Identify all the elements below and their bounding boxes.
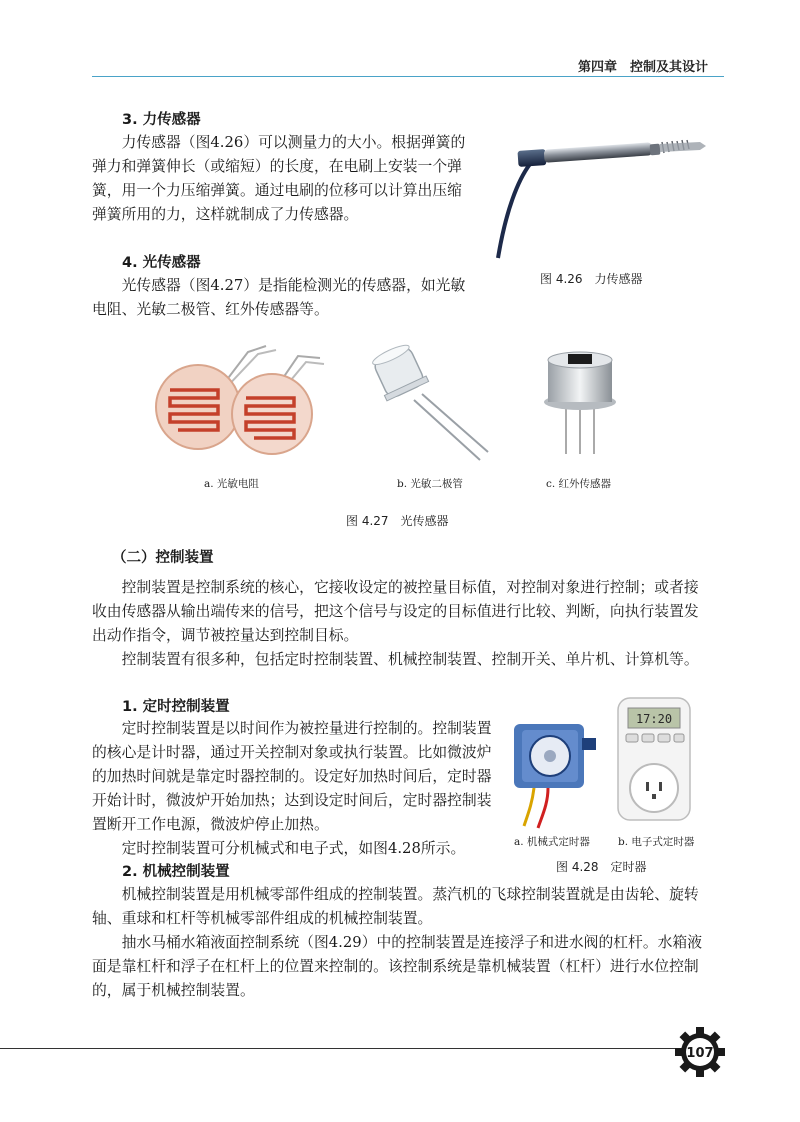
figure-4-28-sub-a: a. 机械式定时器 [514, 836, 590, 848]
header-rule [92, 76, 724, 77]
section-heading-timer: 1. 定时控制装置 [122, 699, 230, 715]
control-device-para1: 控制装置是控制系统的核心，它接收设定的被控量目标值，对控制对象进行控制；或者接收由传感器从输出端传来的信号，把这个信号与设定的目标值进行比较、判断，向执行装置发出动作指令，调节被控量达到控制目标。 [92, 579, 699, 644]
timer-para1: 定时控制装置是以时间作为被控量进行控制的。控制装置的核心是计时器，通过开关控制对象或执行装置。比如微波炉的加热时间就是靠定时器控制的。设定好加热时间后，定时器开始计时，微波炉开始加热；达到设定时间后，定时器控制装置断开工作电源，微波炉停止加热。 [92, 720, 492, 833]
mechanical-paragraphs [92, 883, 708, 1003]
mechanical-para1: 机械控制装置是用机械零部件组成的控制装置。蒸汽机的飞球控制装置就是由齿轮、旋转轴、重球和杠杆等机械零部件组成的机械控制装置。 [92, 886, 699, 927]
timer-paragraphs [92, 717, 492, 861]
force-sensor-text: 力传感器（图4.26）可以测量力的大小。根据弹簧的弹力和弹簧伸长（或缩短）的长度，在电刷上安装一个弹簧，用一个力压缩弹簧。通过电刷的位移可以计算出压缩弹簧所用的力，这样就制成了力传感器。 [92, 134, 466, 223]
figure-4-28-caption: 图 4.28 定时器 [556, 860, 647, 874]
figure-4-27-sub-b: b. 光敏二极管 [397, 478, 463, 490]
control-device-paragraphs [92, 576, 708, 672]
section-heading-light-sensor: 4. 光传感器 [122, 255, 201, 271]
mechanical-para2: 抽水马桶水箱液面控制系统（图4.29）中的控制装置是连接浮子和进水阀的杠杆。水箱液面是靠杠杆和浮子在杠杆上的位置来控制的。该控制系统是靠机械装置（杠杆）进行水位控制的，属于机械控制装置。 [92, 934, 703, 999]
mechanical-timer-image [504, 710, 608, 830]
figure-4-27-caption: 图 4.27 光传感器 [346, 514, 449, 528]
timer-para2: 定时控制装置可分机械式和电子式，如图4.28所示。 [121, 840, 466, 857]
page-number-gear-icon [674, 1026, 726, 1078]
chapter-title: 第四章 控制及其设计 [577, 60, 708, 75]
timer-display-text: 17:20 [635, 712, 673, 726]
control-device-para2: 控制装置有很多种，包括定时控制装置、机械控制装置、控制开关、单片机、计算机等。 [121, 651, 699, 668]
figure-4-28-sub-b: b. 电子式定时器 [618, 836, 695, 848]
force-sensor-image [478, 120, 718, 270]
photodiode-image [362, 344, 492, 464]
page-number: 107 [686, 1046, 714, 1061]
photoresistor-image [148, 342, 328, 457]
figure-4-26-caption: 图 4.26 力传感器 [540, 272, 643, 286]
footer-rule [0, 1048, 690, 1049]
figure-4-27-sub-a: a. 光敏电阻 [204, 478, 259, 490]
infrared-sensor-image [540, 346, 620, 456]
force-sensor-paragraph [92, 131, 474, 227]
figure-4-27-sub-c: c. 红外传感器 [546, 478, 612, 490]
section-heading-mechanical: 2. 机械控制装置 [122, 864, 230, 880]
section-heading-force-sensor: 3. 力传感器 [122, 112, 201, 128]
light-sensor-paragraph [92, 274, 474, 322]
light-sensor-text: 光传感器（图4.27）是指能检测光的传感器，如光敏电阻、光敏二极管、红外传感器等。 [92, 277, 466, 318]
electronic-timer-image [614, 694, 694, 824]
section-heading-control-device: （二）控制装置 [112, 550, 214, 566]
